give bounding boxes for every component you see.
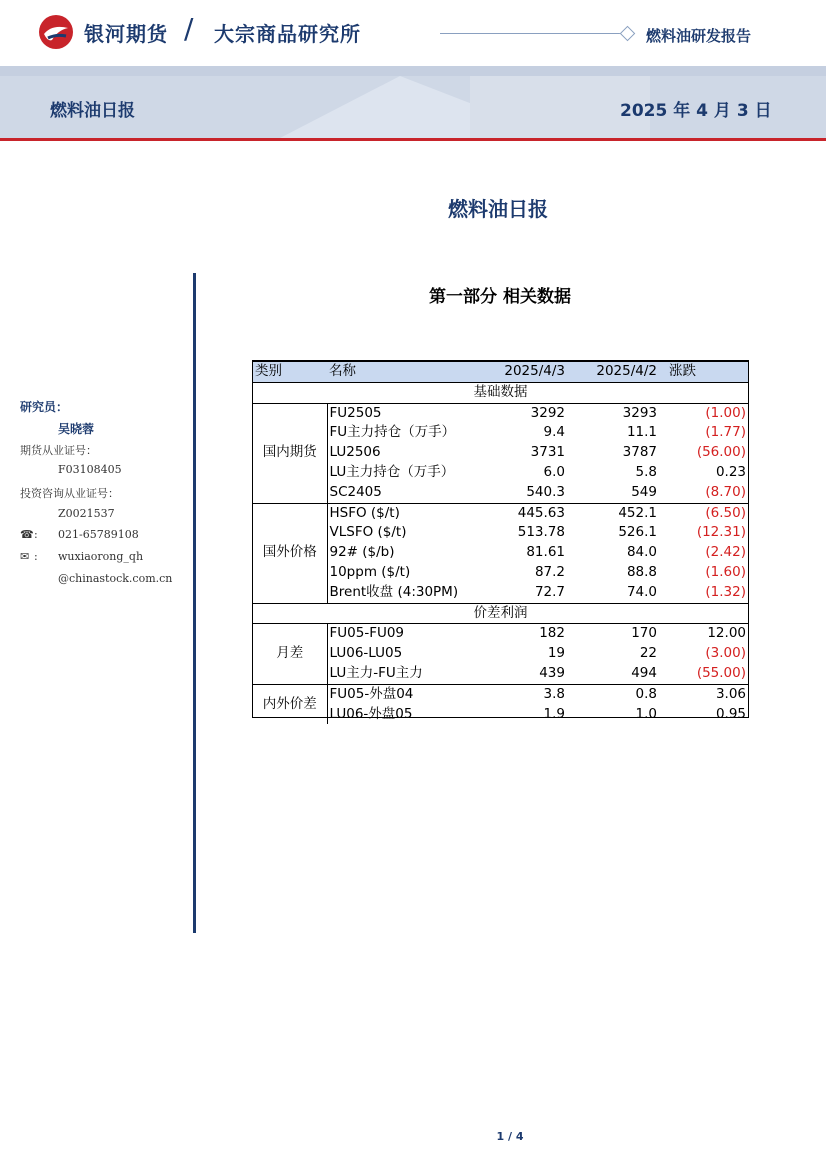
row-change: (55.00) [696, 664, 746, 681]
row-value-today: 513.78 [517, 524, 565, 541]
row-value-prev: 170 [631, 625, 657, 642]
row-value-today: 3292 [530, 404, 565, 421]
row-name: LU06-LU05 [329, 645, 403, 662]
row-value-prev: 3787 [622, 444, 657, 461]
report-date: 2025 年 4 月 3 日 [620, 101, 772, 121]
phone-separator: : [34, 528, 38, 541]
header-name: 名称 [327, 362, 477, 383]
row-name: 92# ($/b) [329, 544, 395, 561]
row-value-prev: 5.8 [635, 463, 657, 480]
row-value-prev: 84.0 [626, 544, 657, 561]
email-icon: ✉ [20, 550, 30, 563]
row-value-today: 87.2 [534, 563, 565, 580]
row-value-today: 3.8 [477, 684, 567, 704]
row-value-today: 182 [539, 625, 565, 642]
table-row [253, 684, 748, 704]
header-change: 涨跌 [659, 362, 748, 383]
decorative-line [440, 33, 620, 34]
report-type: 燃料油研发报告 [646, 27, 752, 45]
row-change: (2.42) [705, 544, 746, 561]
phone-icon: ☎ [20, 528, 34, 541]
row-value-today: 72.7 [534, 583, 565, 600]
section-row [253, 382, 748, 403]
header-red-rule [0, 138, 826, 141]
email-domain: @chinastock.com.cn [58, 572, 173, 585]
page-number: 1 / 4 [496, 1130, 524, 1143]
header-divider: / [184, 12, 194, 45]
researcher-label: 研究员： [20, 400, 69, 414]
row-name: FU05-外盘04 [327, 684, 477, 704]
row-change: (12.31) [696, 524, 746, 541]
row-value-today: 19 [547, 645, 565, 662]
row-name: Brent收盘 (4:30PM) [329, 583, 459, 600]
row-value-today: 540.3 [526, 483, 565, 500]
header-category: 类别 [253, 362, 327, 383]
row-change: 3.06 [659, 684, 748, 704]
row-value-today: 3731 [530, 444, 565, 461]
table-row [253, 503, 748, 523]
row-change: (56.00) [696, 444, 746, 461]
row-value-prev: 494 [631, 664, 657, 681]
table-row [253, 563, 748, 583]
row-change: (1.00) [705, 404, 746, 421]
row-name: SC2405 [329, 483, 382, 500]
consult-cert-number: Z0021537 [58, 507, 115, 520]
row-change: 0.23 [715, 463, 746, 480]
header-stripe [0, 66, 826, 76]
row-name: LU主力持仓（万手） [329, 463, 455, 480]
row-value-prev: 22 [639, 645, 657, 662]
section-title: 第一部分 相关数据 [429, 287, 571, 307]
row-value-today: 81.61 [526, 544, 565, 561]
row-change: (6.50) [659, 503, 748, 523]
row-value-prev: 0.8 [567, 684, 659, 704]
table-row [253, 705, 748, 725]
futures-cert-label: 期货从业证号： [20, 444, 97, 457]
row-change: (3.00) [705, 645, 746, 662]
row-value-prev: 452.1 [567, 503, 659, 523]
row-name: VLSFO ($/t) [329, 524, 407, 541]
consult-cert-label: 投资咨询从业证号： [20, 487, 119, 500]
category-month-spread: 月差 [253, 624, 327, 684]
row-value-prev: 526.1 [618, 524, 657, 541]
row-change: (8.70) [705, 483, 746, 500]
table-row [253, 403, 748, 423]
row-value-today: 439 [539, 664, 565, 681]
table-header-row [253, 362, 748, 383]
row-value-prev: 1.0 [635, 705, 657, 722]
row-value-today: 6.0 [543, 463, 565, 480]
row-name: LU06-外盘05 [329, 705, 413, 722]
row-value-prev: 88.8 [626, 563, 657, 580]
row-name: FU主力持仓（万手） [329, 424, 456, 441]
row-value-prev: 11.1 [626, 424, 657, 441]
row-change: (1.60) [705, 563, 746, 580]
sidebar-divider [193, 273, 196, 933]
table-row [253, 583, 748, 603]
table-row [253, 443, 748, 463]
table-row [253, 523, 748, 543]
row-change: 0.95 [715, 705, 746, 722]
row-value-today: 1.9 [543, 705, 565, 722]
table-row [253, 543, 748, 563]
row-value-prev: 74.0 [626, 583, 657, 600]
section-spread-profit: 价差利润 [253, 603, 748, 624]
table-row [253, 463, 748, 483]
category-domestic-futures: 国内期货 [253, 403, 327, 503]
table-row [253, 664, 748, 684]
section-row [253, 603, 748, 624]
row-change: (1.32) [705, 583, 746, 600]
institute-name: 大宗商品研究所 [214, 22, 361, 46]
table-row [253, 644, 748, 664]
row-value-prev: 549 [631, 483, 657, 500]
row-name: HSFO ($/t) [327, 503, 477, 523]
email-user: wuxiaorong_qh [58, 550, 144, 563]
email-separator: : [34, 550, 38, 563]
row-change: 12.00 [707, 625, 746, 642]
table-row [253, 483, 748, 503]
header-date-1: 2025/4/3 [477, 362, 567, 383]
row-value-today: 445.63 [477, 503, 567, 523]
category-overseas-prices: 国外价格 [253, 503, 327, 603]
header-date-2: 2025/4/2 [567, 362, 659, 383]
researcher-name: 吴晓蓉 [58, 422, 95, 436]
galaxy-logo-icon [38, 14, 74, 50]
row-value-today: 9.4 [543, 424, 565, 441]
table-row [253, 624, 748, 644]
row-name: 10ppm ($/t) [329, 563, 411, 580]
row-name: LU主力-FU主力 [329, 664, 423, 681]
category-domestic-foreign-spread: 内外价差 [253, 684, 327, 724]
brand-name: 银河期货 [84, 22, 168, 46]
row-name: FU05-FU09 [329, 625, 405, 642]
row-name: LU2506 [329, 444, 381, 461]
phone-number: 021-65789108 [58, 528, 139, 541]
band-title: 燃料油日报 [50, 101, 135, 121]
section-basic-data: 基础数据 [253, 382, 748, 403]
row-change: (1.77) [705, 424, 746, 441]
data-table [253, 361, 748, 724]
table-row [253, 423, 748, 443]
row-value-prev: 3293 [622, 404, 657, 421]
document-title: 燃料油日报 [448, 197, 548, 221]
row-name: FU2505 [329, 404, 382, 421]
futures-cert-number: F03108405 [58, 463, 122, 476]
